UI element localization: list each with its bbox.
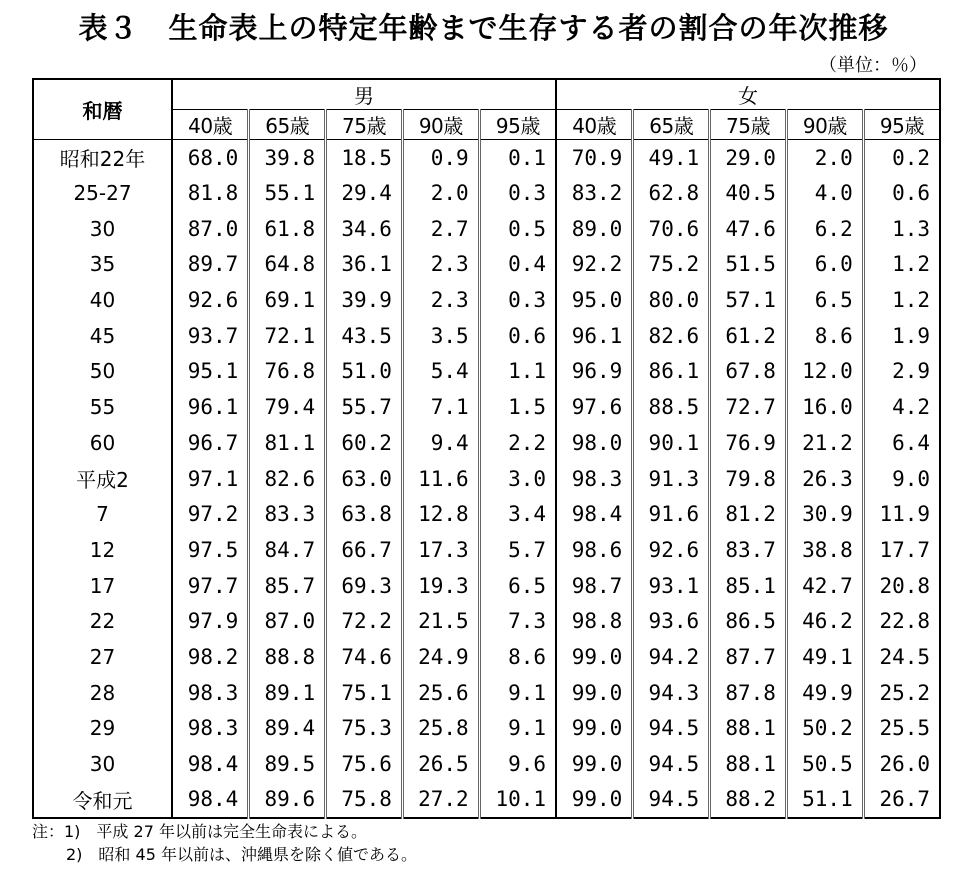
era-cell: 7 xyxy=(33,496,172,532)
female-value-cell: 94.5 xyxy=(633,711,710,747)
male-value-cell: 3.0 xyxy=(479,461,556,497)
male-value-cell: 2.3 xyxy=(402,247,479,283)
female-group-header: 女 xyxy=(556,79,940,110)
female-value-cell: 50.2 xyxy=(786,711,863,747)
male-value-cell: 18.5 xyxy=(326,140,403,176)
male-value-cell: 69.3 xyxy=(326,568,403,604)
female-value-cell: 22.8 xyxy=(879,609,931,634)
male-value-cell: 55.7 xyxy=(326,389,403,425)
female-value-cell: 1.2 xyxy=(892,288,931,313)
male-value-cell: 97.1 xyxy=(172,461,249,497)
table-row xyxy=(33,247,940,283)
female-value-cell: 98.4 xyxy=(556,496,633,532)
table-row xyxy=(33,675,940,711)
table-row xyxy=(33,782,940,818)
female-age-header: 95歳 xyxy=(863,110,940,140)
male-value-cell: 85.7 xyxy=(249,568,326,604)
female-value-cell: 12.0 xyxy=(786,354,863,390)
female-value-cell: 4.2 xyxy=(892,395,931,420)
male-value-cell: 89.1 xyxy=(249,675,326,711)
male-value-cell: 76.8 xyxy=(249,354,326,390)
female-value-cell: 92.2 xyxy=(556,247,633,283)
male-value-cell: 2.3 xyxy=(402,282,479,318)
female-value-cell: 87.8 xyxy=(710,675,787,711)
male-value-cell: 68.0 xyxy=(172,140,249,176)
female-value-cell: 26.7 xyxy=(879,787,931,812)
male-value-cell: 9.1 xyxy=(479,711,556,747)
male-age-header: 40歳 xyxy=(172,110,249,140)
male-age-header: 65歳 xyxy=(249,110,326,140)
female-value-cell: 50.5 xyxy=(786,746,863,782)
female-value-cell: 61.2 xyxy=(710,318,787,354)
male-value-cell: 97.7 xyxy=(172,568,249,604)
female-age-header: 90歳 xyxy=(786,110,863,140)
era-cell: 令和元 xyxy=(33,782,172,818)
male-value-cell: 75.1 xyxy=(326,675,403,711)
female-value-cell: 51.5 xyxy=(710,247,787,283)
female-value-cell: 98.0 xyxy=(556,425,633,461)
female-value-cell: 51.1 xyxy=(786,782,863,818)
female-value-cell: 99.0 xyxy=(556,711,633,747)
table-row xyxy=(33,140,940,176)
female-value-cell: 85.1 xyxy=(710,568,787,604)
footnote-2: 2) 昭和 45 年以前は、沖縄県を除く値である。 xyxy=(66,845,417,864)
male-value-cell: 69.1 xyxy=(249,282,326,318)
female-value-cell: 81.2 xyxy=(710,496,787,532)
male-value-cell: 89.4 xyxy=(249,711,326,747)
female-value-cell: 21.2 xyxy=(786,425,863,461)
male-value-cell: 96.1 xyxy=(172,389,249,425)
female-value-cell: 24.5 xyxy=(879,644,931,669)
female-value-cell: 94.3 xyxy=(633,675,710,711)
female-value-cell: 26.0 xyxy=(879,752,931,777)
male-value-cell: 26.5 xyxy=(402,746,479,782)
male-value-cell: 7.3 xyxy=(479,603,556,639)
female-value-cell: 90.1 xyxy=(633,425,710,461)
table-row xyxy=(33,711,940,747)
male-value-cell: 93.7 xyxy=(172,318,249,354)
female-value-cell: 93.1 xyxy=(633,568,710,604)
female-value-cell: 97.6 xyxy=(556,389,633,425)
male-value-cell: 7.1 xyxy=(402,389,479,425)
female-value-cell: 94.5 xyxy=(633,746,710,782)
era-cell: 17 xyxy=(33,568,172,604)
female-value-cell: 94.5 xyxy=(633,782,710,818)
female-value-cell: 83.2 xyxy=(556,175,633,211)
male-value-cell: 87.0 xyxy=(249,603,326,639)
male-value-cell: 5.4 xyxy=(402,354,479,390)
male-value-cell: 19.3 xyxy=(402,568,479,604)
male-value-cell: 92.6 xyxy=(172,282,249,318)
table-row xyxy=(33,568,940,604)
male-value-cell: 0.3 xyxy=(479,282,556,318)
table-row xyxy=(33,389,940,425)
female-value-cell: 0.2 xyxy=(892,145,931,170)
male-value-cell: 11.6 xyxy=(402,461,479,497)
era-cell: 平成2 xyxy=(33,461,172,497)
male-value-cell: 51.0 xyxy=(326,354,403,390)
female-value-cell: 91.3 xyxy=(633,461,710,497)
table-row xyxy=(33,354,940,390)
male-age-header: 95歳 xyxy=(479,110,556,140)
survival-rate-table xyxy=(32,78,941,819)
male-value-cell: 97.9 xyxy=(172,603,249,639)
male-value-cell: 55.1 xyxy=(249,175,326,211)
male-value-cell: 96.7 xyxy=(172,425,249,461)
male-value-cell: 81.1 xyxy=(249,425,326,461)
female-value-cell: 96.1 xyxy=(556,318,633,354)
female-value-cell: 88.5 xyxy=(633,389,710,425)
female-value-cell: 2.9 xyxy=(892,359,931,384)
female-value-cell: 88.1 xyxy=(710,711,787,747)
female-value-cell: 49.9 xyxy=(786,675,863,711)
male-value-cell: 75.8 xyxy=(326,782,403,818)
female-value-cell: 1.2 xyxy=(892,252,931,277)
era-cell: 27 xyxy=(33,639,172,675)
male-value-cell: 2.0 xyxy=(402,175,479,211)
era-cell: 30 xyxy=(33,746,172,782)
male-value-cell: 98.2 xyxy=(172,639,249,675)
male-value-cell: 89.7 xyxy=(172,247,249,283)
male-value-cell: 3.5 xyxy=(402,318,479,354)
female-value-cell: 89.0 xyxy=(556,211,633,247)
table-row xyxy=(33,461,940,497)
table-row xyxy=(33,282,940,318)
male-value-cell: 34.6 xyxy=(326,211,403,247)
female-value-cell: 96.9 xyxy=(556,354,633,390)
female-value-cell: 62.8 xyxy=(633,175,710,211)
male-value-cell: 2.2 xyxy=(479,425,556,461)
male-value-cell: 5.7 xyxy=(479,532,556,568)
female-value-cell: 1.9 xyxy=(892,323,931,348)
female-value-cell: 11.9 xyxy=(879,502,931,527)
male-value-cell: 0.4 xyxy=(479,247,556,283)
unit-label: （単位：％） xyxy=(819,55,927,76)
female-age-header: 40歳 xyxy=(556,110,633,140)
male-value-cell: 6.5 xyxy=(479,568,556,604)
male-value-cell: 83.3 xyxy=(249,496,326,532)
era-cell: 40 xyxy=(33,282,172,318)
male-value-cell: 0.5 xyxy=(479,211,556,247)
table-row xyxy=(33,746,940,782)
male-value-cell: 43.5 xyxy=(326,318,403,354)
male-value-cell: 97.2 xyxy=(172,496,249,532)
male-value-cell: 0.1 xyxy=(479,140,556,176)
female-value-cell: 99.0 xyxy=(556,746,633,782)
male-value-cell: 39.9 xyxy=(326,282,403,318)
male-value-cell: 63.8 xyxy=(326,496,403,532)
female-value-cell: 46.2 xyxy=(786,603,863,639)
table-row xyxy=(33,175,940,211)
female-value-cell: 93.6 xyxy=(633,603,710,639)
female-value-cell: 6.2 xyxy=(786,211,863,247)
male-value-cell: 63.0 xyxy=(326,461,403,497)
female-value-cell: 25.2 xyxy=(879,680,931,705)
male-value-cell: 97.5 xyxy=(172,532,249,568)
female-value-cell: 26.3 xyxy=(786,461,863,497)
male-value-cell: 9.4 xyxy=(402,425,479,461)
era-cell: 60 xyxy=(33,425,172,461)
table-row xyxy=(33,211,940,247)
female-value-cell: 49.1 xyxy=(633,140,710,176)
female-value-cell: 25.5 xyxy=(879,716,931,741)
female-value-cell: 95.0 xyxy=(556,282,633,318)
female-value-cell: 47.6 xyxy=(710,211,787,247)
male-value-cell: 1.1 xyxy=(479,354,556,390)
footnote-1: 注：1) 平成 27 年以前は完全生命表による。 xyxy=(32,822,367,841)
male-value-cell: 66.7 xyxy=(326,532,403,568)
female-value-cell: 29.0 xyxy=(710,140,787,176)
female-value-cell: 79.8 xyxy=(710,461,787,497)
era-cell: 12 xyxy=(33,532,172,568)
female-value-cell: 38.8 xyxy=(786,532,863,568)
male-value-cell: 72.2 xyxy=(326,603,403,639)
male-value-cell: 98.3 xyxy=(172,675,249,711)
male-value-cell: 79.4 xyxy=(249,389,326,425)
era-column-header: 和暦 xyxy=(33,79,172,140)
female-value-cell: 6.4 xyxy=(892,430,931,455)
female-value-cell: 4.0 xyxy=(786,175,863,211)
female-value-cell: 67.8 xyxy=(710,354,787,390)
female-value-cell: 75.2 xyxy=(633,247,710,283)
female-age-header: 65歳 xyxy=(633,110,710,140)
footnotes xyxy=(32,820,417,866)
female-value-cell: 72.7 xyxy=(710,389,787,425)
era-cell: 35 xyxy=(33,247,172,283)
male-value-cell: 9.6 xyxy=(479,746,556,782)
female-value-cell: 42.7 xyxy=(786,568,863,604)
female-value-cell: 9.0 xyxy=(892,466,931,491)
page-title: 表３ 生命表上の特定年齢まで生存する者の割合の年次推移 xyxy=(78,11,889,45)
male-value-cell: 75.3 xyxy=(326,711,403,747)
male-value-cell: 25.6 xyxy=(402,675,479,711)
male-age-header: 75歳 xyxy=(326,110,403,140)
header-row-sex xyxy=(33,79,940,110)
female-value-cell: 49.1 xyxy=(786,639,863,675)
female-value-cell: 16.0 xyxy=(786,389,863,425)
male-value-cell: 24.9 xyxy=(402,639,479,675)
table-row xyxy=(33,425,940,461)
female-value-cell: 70.9 xyxy=(556,140,633,176)
female-value-cell: 20.8 xyxy=(879,573,931,598)
female-value-cell: 76.9 xyxy=(710,425,787,461)
male-value-cell: 0.6 xyxy=(479,318,556,354)
male-value-cell: 39.8 xyxy=(249,140,326,176)
female-value-cell: 1.3 xyxy=(892,216,931,241)
male-value-cell: 17.3 xyxy=(402,532,479,568)
table-row xyxy=(33,496,940,532)
era-cell: 30 xyxy=(33,211,172,247)
male-value-cell: 75.6 xyxy=(326,746,403,782)
female-value-cell: 88.2 xyxy=(710,782,787,818)
era-cell: 28 xyxy=(33,675,172,711)
female-age-header: 75歳 xyxy=(710,110,787,140)
female-value-cell: 17.7 xyxy=(879,537,931,562)
female-value-cell: 91.6 xyxy=(633,496,710,532)
male-value-cell: 0.3 xyxy=(479,175,556,211)
era-cell: 55 xyxy=(33,389,172,425)
female-value-cell: 99.0 xyxy=(556,782,633,818)
era-cell: 22 xyxy=(33,603,172,639)
male-value-cell: 60.2 xyxy=(326,425,403,461)
era-cell: 29 xyxy=(33,711,172,747)
male-value-cell: 98.3 xyxy=(172,711,249,747)
female-value-cell: 2.0 xyxy=(786,140,863,176)
female-value-cell: 40.5 xyxy=(710,175,787,211)
male-value-cell: 27.2 xyxy=(402,782,479,818)
female-value-cell: 99.0 xyxy=(556,675,633,711)
female-value-cell: 70.6 xyxy=(633,211,710,247)
table-row xyxy=(33,318,940,354)
table-row xyxy=(33,639,940,675)
female-value-cell: 8.6 xyxy=(786,318,863,354)
male-value-cell: 61.8 xyxy=(249,211,326,247)
male-value-cell: 82.6 xyxy=(249,461,326,497)
female-value-cell: 98.6 xyxy=(556,532,633,568)
male-value-cell: 1.5 xyxy=(479,389,556,425)
female-value-cell: 6.5 xyxy=(786,282,863,318)
era-cell: 昭和22年 xyxy=(33,140,172,176)
male-group-header: 男 xyxy=(172,79,556,110)
male-value-cell: 87.0 xyxy=(172,211,249,247)
female-value-cell: 98.3 xyxy=(556,461,633,497)
male-value-cell: 84.7 xyxy=(249,532,326,568)
era-cell: 25-27 xyxy=(33,175,172,211)
male-value-cell: 81.8 xyxy=(172,175,249,211)
female-value-cell: 92.6 xyxy=(633,532,710,568)
table-row xyxy=(33,603,940,639)
female-value-cell: 30.9 xyxy=(786,496,863,532)
female-value-cell: 83.7 xyxy=(710,532,787,568)
era-cell: 50 xyxy=(33,354,172,390)
male-value-cell: 9.1 xyxy=(479,675,556,711)
male-value-cell: 98.4 xyxy=(172,746,249,782)
male-value-cell: 36.1 xyxy=(326,247,403,283)
table-row xyxy=(33,532,940,568)
male-value-cell: 12.8 xyxy=(402,496,479,532)
male-value-cell: 8.6 xyxy=(479,639,556,675)
female-value-cell: 6.0 xyxy=(786,247,863,283)
male-value-cell: 0.9 xyxy=(402,140,479,176)
female-value-cell: 86.5 xyxy=(710,603,787,639)
female-value-cell: 98.8 xyxy=(556,603,633,639)
female-value-cell: 88.1 xyxy=(710,746,787,782)
male-value-cell: 89.5 xyxy=(249,746,326,782)
female-value-cell: 86.1 xyxy=(633,354,710,390)
male-age-header: 90歳 xyxy=(402,110,479,140)
male-value-cell: 95.1 xyxy=(172,354,249,390)
male-value-cell: 25.8 xyxy=(402,711,479,747)
male-value-cell: 64.8 xyxy=(249,247,326,283)
era-cell: 45 xyxy=(33,318,172,354)
female-value-cell: 87.7 xyxy=(710,639,787,675)
male-value-cell: 21.5 xyxy=(402,603,479,639)
female-value-cell: 99.0 xyxy=(556,639,633,675)
male-value-cell: 98.4 xyxy=(172,782,249,818)
female-value-cell: 0.6 xyxy=(892,181,931,206)
male-value-cell: 3.4 xyxy=(479,496,556,532)
male-value-cell: 10.1 xyxy=(479,782,556,818)
male-value-cell: 88.8 xyxy=(249,639,326,675)
male-value-cell: 72.1 xyxy=(249,318,326,354)
male-value-cell: 89.6 xyxy=(249,782,326,818)
female-value-cell: 57.1 xyxy=(710,282,787,318)
female-value-cell: 94.2 xyxy=(633,639,710,675)
female-value-cell: 98.7 xyxy=(556,568,633,604)
female-value-cell: 82.6 xyxy=(633,318,710,354)
female-value-cell: 80.0 xyxy=(633,282,710,318)
male-value-cell: 2.7 xyxy=(402,211,479,247)
male-value-cell: 29.4 xyxy=(326,175,403,211)
table-body xyxy=(33,140,940,818)
male-value-cell: 74.6 xyxy=(326,639,403,675)
